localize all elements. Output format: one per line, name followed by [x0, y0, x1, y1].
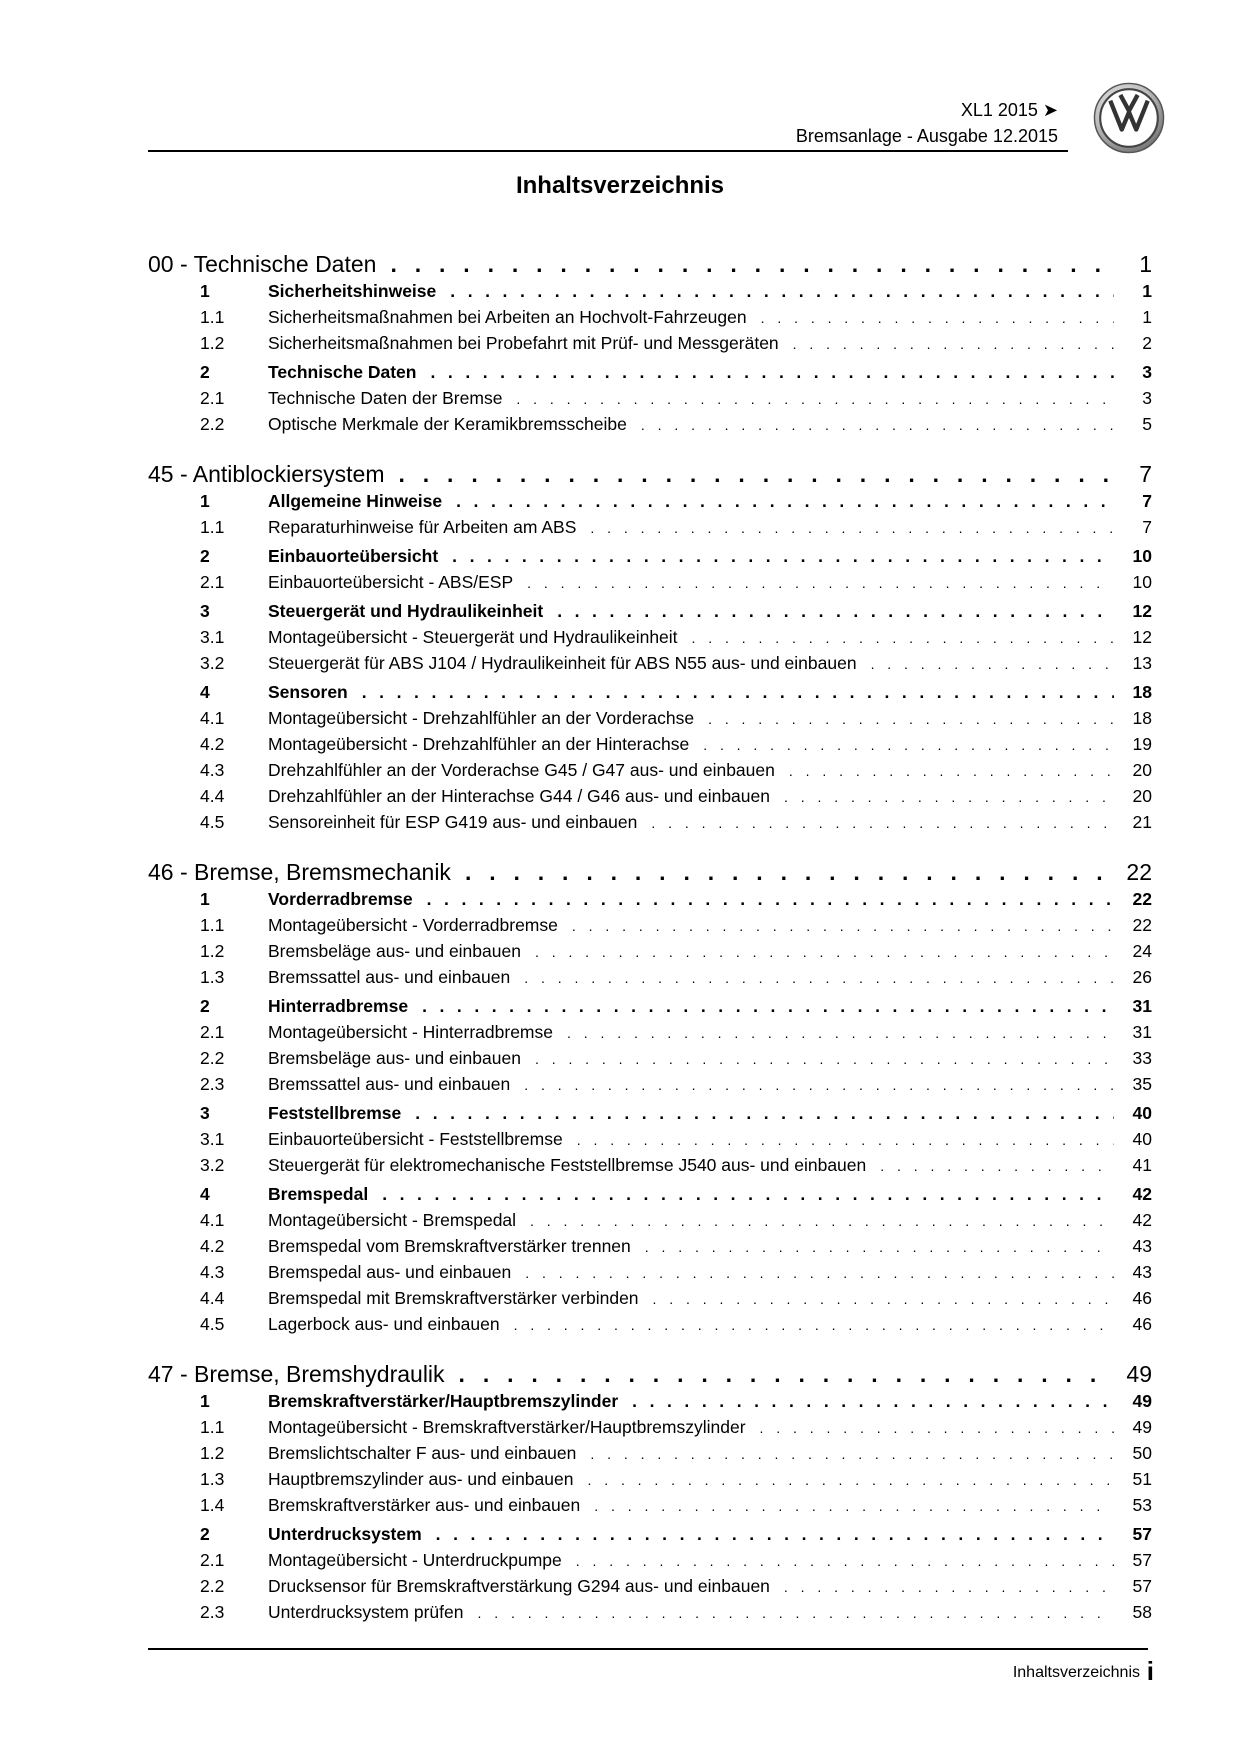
- toc-item-number: 1.1: [200, 517, 225, 537]
- toc-item-label: Lagerbock aus- und einbauen: [268, 1314, 500, 1334]
- page-header: [148, 96, 1148, 150]
- toc-section-number: 4: [200, 682, 210, 702]
- dot-leader: [415, 1103, 1114, 1124]
- toc-section-page: 42: [1132, 1184, 1152, 1204]
- dot-leader: [398, 461, 1114, 488]
- toc-item[interactable]: [148, 708, 1152, 734]
- toc-section-page: 3: [1142, 362, 1152, 382]
- toc-item-label: Montageübersicht - Hinterradbremse: [268, 1022, 553, 1042]
- toc-item-number: 2.1: [200, 1550, 225, 1570]
- toc-item[interactable]: [148, 1155, 1152, 1181]
- toc-item-page: 50: [1132, 1443, 1152, 1463]
- toc-section[interactable]: [148, 1103, 1152, 1129]
- toc-item-page: 20: [1132, 786, 1152, 806]
- toc-item-label: Montageübersicht - Steuergerät und Hydraulikeinheit: [268, 627, 678, 647]
- toc-chapter[interactable]: [148, 1350, 1152, 1388]
- dot-leader: [632, 1391, 1114, 1412]
- toc-item-number: 4.5: [200, 1314, 225, 1334]
- footer-label: Inhaltsverzeichnis: [1012, 1664, 1140, 1681]
- toc-item-page: 5: [1142, 414, 1152, 434]
- dot-leader: [535, 1051, 1114, 1067]
- toc-item[interactable]: [148, 1417, 1152, 1443]
- dot-leader: [422, 996, 1114, 1017]
- dot-leader: [576, 1553, 1114, 1569]
- toc-item-number: 4.2: [200, 734, 225, 754]
- toc-item[interactable]: [148, 1048, 1152, 1074]
- toc-section-number: 2: [200, 546, 210, 566]
- toc-item[interactable]: [148, 1129, 1152, 1155]
- toc-section[interactable]: [148, 1524, 1152, 1550]
- toc-item[interactable]: [148, 1236, 1152, 1262]
- toc-section-page: 57: [1132, 1524, 1152, 1544]
- toc-section-label: Sensoren: [268, 682, 348, 702]
- toc-section-number: 1: [200, 1391, 210, 1411]
- toc-item-page: 12: [1132, 627, 1152, 647]
- manual-subtitle: Bremsanlage - Ausgabe 12.2015: [795, 126, 1058, 146]
- toc-item[interactable]: [148, 734, 1152, 760]
- toc-item-page: 42: [1132, 1210, 1152, 1230]
- toc-item[interactable]: [148, 760, 1152, 786]
- toc-section-number: 2: [200, 362, 210, 382]
- toc-item[interactable]: [148, 517, 1152, 543]
- toc-item-label: Bremssattel aus- und einbauen: [268, 1074, 511, 1094]
- dot-leader: [793, 336, 1114, 352]
- toc-item-number: 2.2: [200, 1576, 225, 1596]
- toc-item-label: Einbauorteübersicht - ABS/ESP: [268, 572, 514, 592]
- toc-section-number: 2: [200, 1524, 210, 1544]
- toc-item[interactable]: [148, 627, 1152, 653]
- toc-section-number: 1: [200, 889, 210, 909]
- toc-chapter[interactable]: [148, 848, 1152, 886]
- toc-section-label: Feststellbremse: [268, 1103, 402, 1123]
- toc-chapter-page: 7: [1139, 461, 1152, 487]
- dot-leader: [527, 575, 1114, 591]
- toc-chapter-label: 45 - Antiblockiersystem: [148, 461, 385, 487]
- toc-item-page: 33: [1132, 1048, 1152, 1068]
- toc-item[interactable]: [148, 414, 1152, 440]
- toc-item-number: 3.1: [200, 1129, 225, 1149]
- dot-leader: [572, 918, 1114, 934]
- toc-section-label: Sicherheitshinweise: [268, 281, 437, 301]
- toc-item-page: 1: [1142, 307, 1152, 327]
- dot-leader: [478, 1605, 1115, 1621]
- page-title: Inhaltsverzeichnis: [515, 172, 725, 199]
- toc-item[interactable]: [148, 653, 1152, 679]
- toc-section[interactable]: [148, 682, 1152, 708]
- dot-leader: [465, 859, 1112, 886]
- toc-item-number: 4.3: [200, 1262, 225, 1282]
- toc-item[interactable]: [148, 388, 1152, 414]
- toc-item[interactable]: [148, 915, 1152, 941]
- dot-leader: [427, 889, 1114, 910]
- toc-item-label: Bremssattel aus- und einbauen: [268, 967, 511, 987]
- toc-section[interactable]: [148, 362, 1152, 388]
- toc-section[interactable]: [148, 601, 1152, 627]
- toc-section-number: 3: [200, 601, 210, 621]
- toc-section-page: 12: [1132, 601, 1152, 621]
- toc-item-number: 2.3: [200, 1074, 225, 1094]
- dot-leader: [761, 310, 1114, 326]
- dot-leader: [784, 789, 1114, 805]
- toc-section[interactable]: [148, 281, 1152, 307]
- toc-section-label: Allgemeine Hinweise: [268, 491, 443, 511]
- toc-item-label: Steuergerät für ABS J104 / Hydraulikeinheit für ABS N55 aus- und einbauen: [268, 653, 857, 673]
- toc-item-number: 1.3: [200, 1469, 225, 1489]
- vw-logo-icon: [1093, 82, 1165, 154]
- dot-leader: [459, 1361, 1113, 1388]
- toc-section-label: Hinterradbremse: [268, 996, 409, 1016]
- toc-item-number: 2.2: [200, 414, 225, 434]
- toc-item-label: Steuergerät für elektromechanische Feststellbremse J540 aus- und einbauen: [268, 1155, 867, 1175]
- toc-section[interactable]: [148, 491, 1152, 517]
- toc-item-number: 2.3: [200, 1602, 225, 1622]
- toc-item-page: 24: [1132, 941, 1152, 961]
- toc-item-number: 2.1: [200, 1022, 225, 1042]
- toc-item-label: Montageübersicht - Drehzahlfühler an der Vorderachse: [268, 708, 695, 728]
- toc-item-page: 46: [1132, 1314, 1152, 1334]
- toc-section-number: 1: [200, 491, 210, 511]
- toc-item-page: 51: [1132, 1469, 1152, 1489]
- toc-item-label: Bremsbeläge aus- und einbauen: [268, 1048, 521, 1068]
- toc-section-page: 1: [1142, 281, 1152, 301]
- toc-section-label: Steuergerät und Hydraulikeinheit: [268, 601, 544, 621]
- toc-section-page: 10: [1132, 546, 1152, 566]
- dot-leader: [590, 520, 1114, 536]
- toc-item-page: 57: [1132, 1550, 1152, 1570]
- toc-section[interactable]: [148, 889, 1152, 915]
- dot-leader: [567, 1025, 1114, 1041]
- toc-item-page: 7: [1142, 517, 1152, 537]
- toc-item-page: 41: [1132, 1155, 1152, 1175]
- toc-item[interactable]: [148, 967, 1152, 993]
- toc-item-page: 19: [1132, 734, 1152, 754]
- toc-item-label: Sicherheitsmaßnahmen bei Arbeiten an Hochvolt-Fahrzeugen: [268, 307, 747, 327]
- dot-leader: [530, 1213, 1114, 1229]
- toc-item[interactable]: [148, 307, 1152, 333]
- dot-leader: [708, 711, 1114, 727]
- toc-item-page: 22: [1132, 915, 1152, 935]
- toc-chapter-page: 1: [1139, 251, 1152, 277]
- dot-leader: [430, 362, 1114, 383]
- toc-item-page: 35: [1132, 1074, 1152, 1094]
- dot-leader: [452, 546, 1114, 567]
- toc-chapter-label: 00 - Technische Daten: [148, 251, 377, 277]
- toc-item-number: 1.2: [200, 333, 225, 353]
- dot-leader: [577, 1132, 1114, 1148]
- toc-item-page: 57: [1132, 1576, 1152, 1596]
- dot-leader: [653, 1291, 1114, 1307]
- toc-item-label: Reparaturhinweise für Arbeiten am ABS: [268, 517, 577, 537]
- toc-item-label: Optische Merkmale der Keramikbremsscheibe: [268, 414, 627, 434]
- toc-item-label: Bremskraftverstärker aus- und einbauen: [268, 1495, 581, 1515]
- toc-section-page: 22: [1132, 889, 1152, 909]
- toc-item-page: 3: [1142, 388, 1152, 408]
- chapter-spacer: [148, 440, 1152, 450]
- toc-item-page: 40: [1132, 1129, 1152, 1149]
- toc-item-page: 46: [1132, 1288, 1152, 1308]
- dot-leader: [456, 491, 1114, 512]
- toc-item[interactable]: [148, 941, 1152, 967]
- toc-section-number: 2: [200, 996, 210, 1016]
- toc-item-label: Montageübersicht - Bremskraftverstärker/Hauptbremszylinder: [268, 1417, 746, 1437]
- dot-leader: [535, 944, 1114, 960]
- toc-item-label: Montageübersicht - Vorderradbremse: [268, 915, 558, 935]
- dot-leader: [450, 281, 1114, 302]
- toc-item[interactable]: [148, 572, 1152, 598]
- toc-item-page: 49: [1132, 1417, 1152, 1437]
- toc-item[interactable]: [148, 1074, 1152, 1100]
- toc-item-label: Hauptbremszylinder aus- und einbauen: [268, 1469, 574, 1489]
- toc-item-number: 1.2: [200, 941, 225, 961]
- toc-section-label: Bremspedal: [268, 1184, 369, 1204]
- toc-item-label: Einbauorteübersicht - Feststellbremse: [268, 1129, 563, 1149]
- toc-item-number: 2.1: [200, 388, 225, 408]
- toc-item-label: Drehzahlfühler an der Vorderachse G45 / G47 aus- und einbauen: [268, 760, 775, 780]
- toc-item-page: 18: [1132, 708, 1152, 728]
- toc-item[interactable]: [148, 1210, 1152, 1236]
- toc-section-page: 31: [1132, 996, 1152, 1016]
- toc-chapter-label: 47 - Bremse, Bremshydraulik: [148, 1361, 445, 1387]
- dot-leader: [524, 1077, 1114, 1093]
- toc-item-label: Bremsbeläge aus- und einbauen: [268, 941, 521, 961]
- toc-item-label: Montageübersicht - Bremspedal: [268, 1210, 517, 1230]
- toc-item[interactable]: [148, 1314, 1152, 1340]
- toc-item-label: Technische Daten der Bremse: [268, 388, 503, 408]
- dot-leader: [382, 1184, 1114, 1205]
- toc-item-number: 1.1: [200, 307, 225, 327]
- toc-item-label: Bremspedal aus- und einbauen: [268, 1262, 512, 1282]
- toc-section[interactable]: [148, 546, 1152, 572]
- toc-item[interactable]: [148, 1469, 1152, 1495]
- toc-section-number: 4: [200, 1184, 210, 1204]
- dot-leader: [880, 1158, 1114, 1174]
- toc-chapter[interactable]: [148, 450, 1152, 488]
- toc-item-page: 58: [1132, 1602, 1152, 1622]
- toc-section-number: 1: [200, 281, 210, 301]
- toc-item-number: 2.2: [200, 1048, 225, 1068]
- toc-item[interactable]: [148, 1602, 1152, 1628]
- toc-item-page: 10: [1132, 572, 1152, 592]
- toc-section[interactable]: [148, 1184, 1152, 1210]
- dot-leader: [871, 656, 1114, 672]
- toc-section[interactable]: [148, 1391, 1152, 1417]
- toc-item[interactable]: [148, 812, 1152, 838]
- toc-chapter-page: 49: [1126, 1361, 1152, 1387]
- toc-item-label: Drucksensor für Bremskraftverstärkung G294 aus- und einbauen: [268, 1576, 770, 1596]
- dot-leader: [514, 1317, 1114, 1333]
- toc-item-number: 3.2: [200, 1155, 225, 1175]
- toc-item-page: 31: [1132, 1022, 1152, 1042]
- dot-leader: [587, 1472, 1114, 1488]
- chapter-spacer: [148, 1340, 1152, 1350]
- toc-item[interactable]: [148, 1288, 1152, 1314]
- toc-item-label: Drehzahlfühler an der Hinterachse G44 / G46 aus- und einbauen: [268, 786, 770, 806]
- toc-item-number: 1.1: [200, 1417, 225, 1437]
- toc-item[interactable]: [148, 1443, 1152, 1469]
- toc-item[interactable]: [148, 333, 1152, 359]
- dot-leader: [516, 391, 1114, 407]
- dot-leader: [789, 763, 1114, 779]
- dot-leader: [525, 1265, 1114, 1281]
- toc-section-page: 18: [1132, 682, 1152, 702]
- toc-chapter[interactable]: [148, 240, 1152, 278]
- toc-item-label: Bremspedal vom Bremskraftverstärker trennen: [268, 1236, 631, 1256]
- dot-leader: [436, 1524, 1114, 1545]
- toc-section-page: 7: [1142, 491, 1152, 511]
- toc-chapter-page: 22: [1126, 859, 1152, 885]
- toc-item-page: 13: [1132, 653, 1152, 673]
- toc-item-page: 26: [1132, 967, 1152, 987]
- toc-item-number: 3.1: [200, 627, 225, 647]
- dot-leader: [784, 1579, 1114, 1595]
- toc-section-label: Vorderradbremse: [268, 889, 413, 909]
- toc-item-label: Sicherheitsmaßnahmen bei Probefahrt mit Prüf- und Messgeräten: [268, 333, 779, 353]
- toc-item-label: Bremslichtschalter F aus- und einbauen: [268, 1443, 577, 1463]
- toc-item-number: 4.5: [200, 812, 225, 832]
- toc-item-number: 1.3: [200, 967, 225, 987]
- toc-item-number: 1.2: [200, 1443, 225, 1463]
- toc-item-page: 21: [1132, 812, 1152, 832]
- toc-item-number: 4.4: [200, 786, 225, 806]
- dot-leader: [590, 1446, 1114, 1462]
- toc-item-label: Montageübersicht - Drehzahlfühler an der Hinterachse: [268, 734, 690, 754]
- dot-leader: [557, 601, 1114, 622]
- toc-item-number: 4.3: [200, 760, 225, 780]
- header-divider: [148, 150, 1068, 152]
- toc-section-page: 40: [1132, 1103, 1152, 1123]
- toc-item-page: 43: [1132, 1236, 1152, 1256]
- toc-item-number: 4.1: [200, 1210, 225, 1230]
- toc-item-label: Unterdrucksystem prüfen: [268, 1602, 464, 1622]
- toc-item-page: 2: [1142, 333, 1152, 353]
- dot-leader: [760, 1420, 1114, 1436]
- toc-item-number: 2.1: [200, 572, 225, 592]
- toc-item[interactable]: [148, 1262, 1152, 1288]
- toc-item[interactable]: [148, 1022, 1152, 1048]
- footer-page-number: i: [1146, 1656, 1154, 1686]
- dot-leader: [645, 1239, 1114, 1255]
- toc-item-number: 4.1: [200, 708, 225, 728]
- toc-item-label: Sensoreinheit für ESP G419 aus- und einbauen: [268, 812, 638, 832]
- footer-divider: [148, 1648, 1148, 1650]
- chapter-spacer: [148, 838, 1152, 848]
- toc-section-number: 3: [200, 1103, 210, 1123]
- toc-item-page: 53: [1132, 1495, 1152, 1515]
- dot-leader: [524, 970, 1114, 986]
- dot-leader: [594, 1498, 1114, 1514]
- dot-leader: [641, 417, 1114, 433]
- dot-leader: [362, 682, 1114, 703]
- dot-leader: [692, 630, 1114, 646]
- toc-item-label: Bremspedal mit Bremskraftverstärker verbinden: [268, 1288, 639, 1308]
- toc-section-label: Unterdrucksystem: [268, 1524, 422, 1544]
- toc-section-page: 49: [1132, 1391, 1152, 1411]
- toc-item-page: 43: [1132, 1262, 1152, 1282]
- toc-item-number: 1.1: [200, 915, 225, 935]
- model-label: XL1 2015 ➤: [960, 100, 1058, 120]
- toc-section-label: Bremskraftverstärker/Hauptbremszylinder: [268, 1391, 619, 1411]
- toc-item-number: 4.4: [200, 1288, 225, 1308]
- toc-item[interactable]: [148, 1576, 1152, 1602]
- table-of-contents: [148, 240, 1152, 1628]
- toc-item[interactable]: [148, 786, 1152, 812]
- toc-section[interactable]: [148, 996, 1152, 1022]
- toc-item-page: 20: [1132, 760, 1152, 780]
- toc-item-number: 4.2: [200, 1236, 225, 1256]
- toc-item-label: Montageübersicht - Unterdruckpumpe: [268, 1550, 562, 1570]
- toc-item[interactable]: [148, 1550, 1152, 1576]
- dot-leader: [703, 737, 1114, 753]
- toc-item-number: 1.4: [200, 1495, 225, 1515]
- toc-section-label: Einbauorteübersicht: [268, 546, 439, 566]
- dot-leader: [390, 251, 1114, 278]
- dot-leader: [651, 815, 1114, 831]
- toc-section-label: Technische Daten: [268, 362, 417, 382]
- toc-chapter-label: 46 - Bremse, Bremsmechanik: [148, 859, 451, 885]
- toc-item[interactable]: [148, 1495, 1152, 1521]
- toc-item-number: 3.2: [200, 653, 225, 673]
